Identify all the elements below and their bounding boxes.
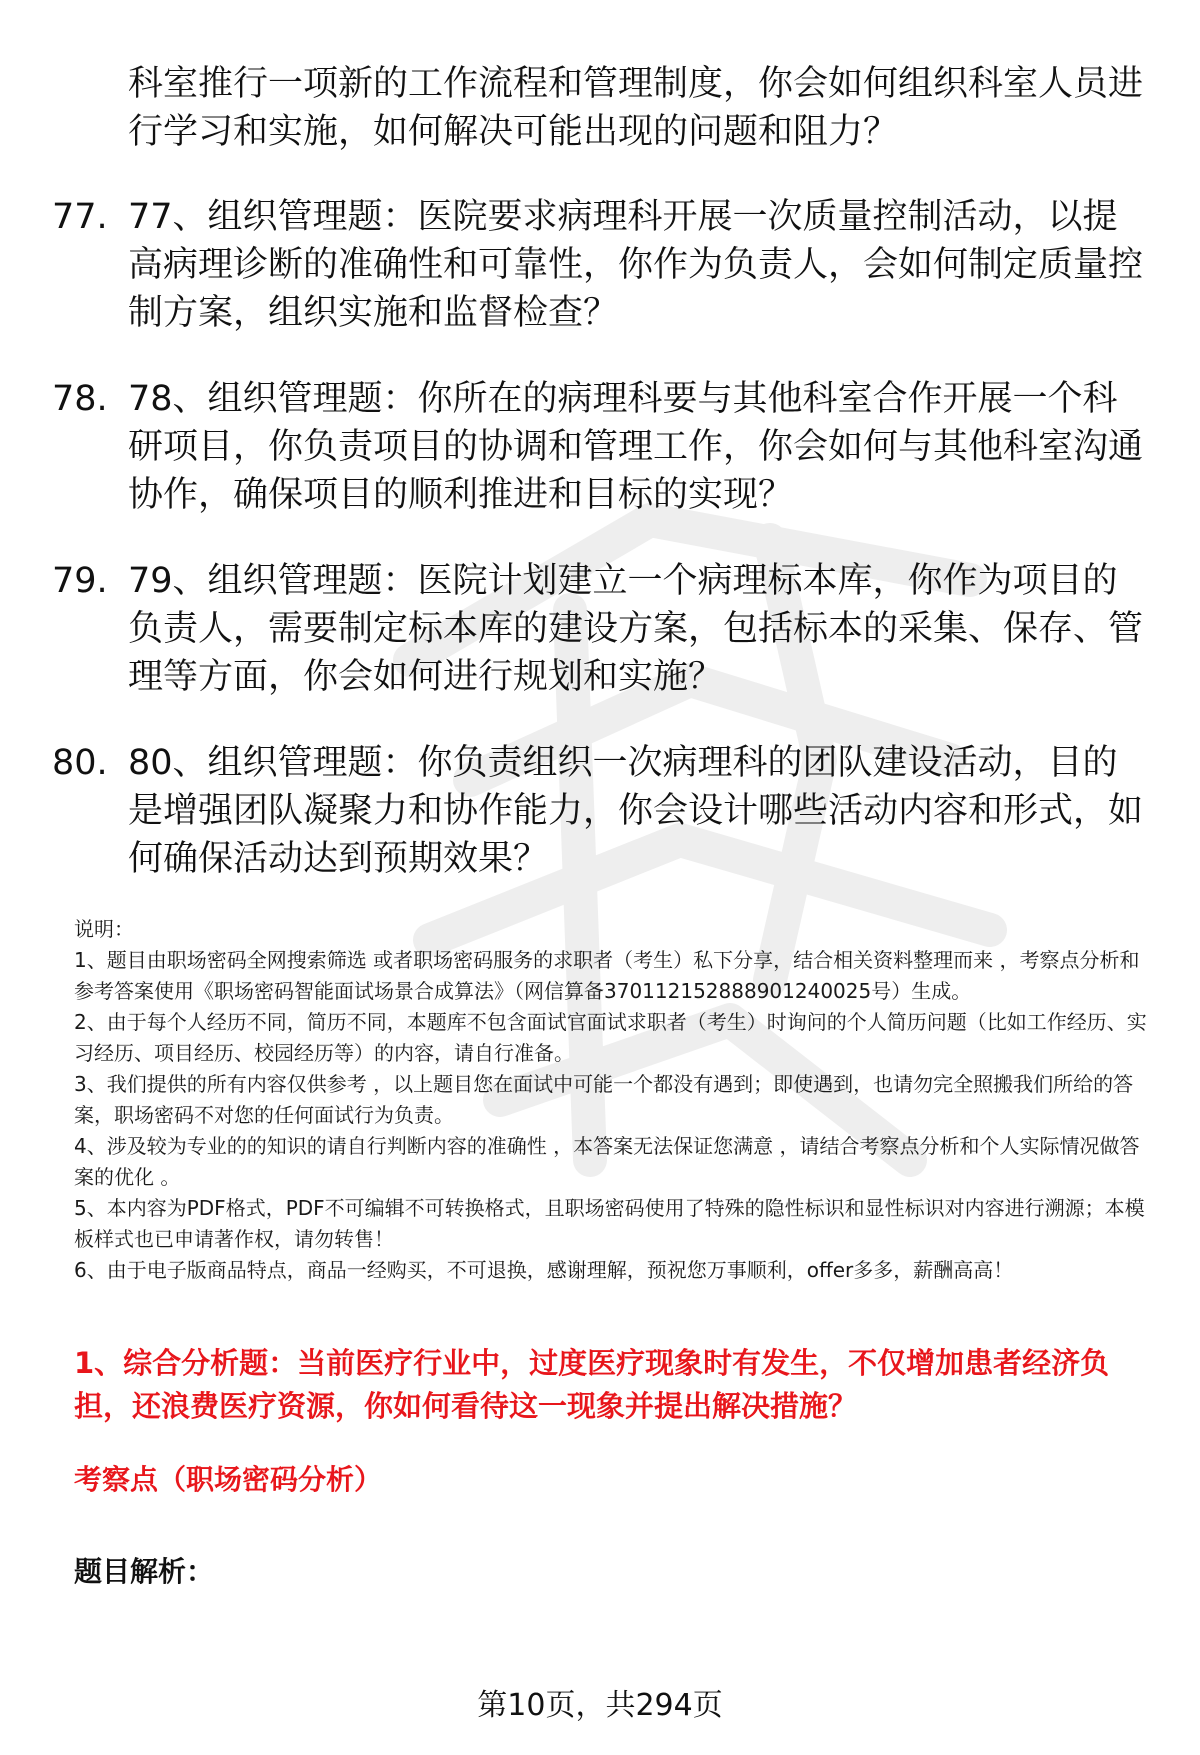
section-question-heading: 1、综合分析题：当前医疗行业中，过度医疗现象时有发生，不仅增加患者经济负担，还浪费医疗资源，你如何看待这一现象并提出解决措施？ [74,1346,1110,1423]
note-item: 1、题目由职场密码全网搜索筛选 或者职场密码服务的求职者（考生）私下分享，结合相关资料整理而来 ，考察点分析和参考答案使用《职场密码智能面试场景合成算法》（网信算备370112152888901240025号）生成。 [74,948,1140,1003]
examination-point-heading: 考察点（职场密码分析） [74,1463,383,1496]
analysis-heading: 题目解析： [74,1555,215,1588]
question-text: 77、组织管理题：医院要求病理科开展一次质量控制活动，以提高病理诊断的准确性和可靠性，你作为负责人，会如何制定质量控制方案，组织实施和监督检查？ [128,197,1144,333]
list-item [52,557,1152,701]
question-number: 77. [52,197,108,237]
note-item: 6、由于电子版商品特点，商品一经购买，不可退换，感谢理解，预祝您万事顺利，offer多多，薪酬高高！ [74,1258,1014,1282]
question-list [52,193,1152,921]
note-item: 4、涉及较为专业的的知识的请自行判断内容的准确性 ，本答案无法保证您满意 ，请结合考察点分析和个人实际情况做答案的优化 。 [74,1134,1140,1189]
list-item [52,739,1152,883]
note-item: 2、由于每个人经历不同，简历不同，本题库不包含面试官面试求职者（考生）时询问的个人简历问题（比如工作经历、实习经历、项目经历、校园经历等）的内容，请自行准备。 [74,1010,1147,1065]
note-item: 5、本内容为PDF格式，PDF不可编辑不可转换格式，且职场密码使用了特殊的隐性标识和显性标识对内容进行溯源；本模板样式也已申请著作权，请勿转售！ [74,1196,1145,1251]
page-footer: 第10页，共294页 [477,1688,723,1723]
list-item [52,193,1152,337]
question-76-continuation: 科室推行一项新的工作流程和管理制度，你会如何组织科室人员进行学习和实施，如何解决可能出现的问题和阻力？ [128,64,1144,152]
list-item [52,375,1152,519]
question-number: 78. [52,379,108,419]
question-number: 80. [52,743,108,783]
question-text: 78、组织管理题：你所在的病理科要与其他科室合作开展一个科研项目，你负责项目的协调和管理工作，你会如何与其他科室沟通协作，确保项目的顺利推进和目标的实现？ [128,379,1144,515]
notes-title: 说明： [74,917,134,941]
note-item: 3、我们提供的所有内容仅供参考 ，以上题目您在面试中可能一个都没有遇到；即使遇到，也请勿完全照搬我们所给的答案，职场密码不对您的任何面试行为负责。 [74,1072,1134,1127]
question-text: 80、组织管理题：你负责组织一次病理科的团队建设活动，目的是增强团队凝聚力和协作能力，你会设计哪些活动内容和形式，如何确保活动达到预期效果？ [128,743,1144,879]
question-number: 79. [52,561,108,601]
notes-section [74,914,1154,1286]
question-text: 79、组织管理题：医院计划建立一个病理标本库，你作为项目的负责人，需要制定标本库的建设方案，包括标本的采集、保存、管理等方面，你会如何进行规划和实施？ [128,561,1144,697]
